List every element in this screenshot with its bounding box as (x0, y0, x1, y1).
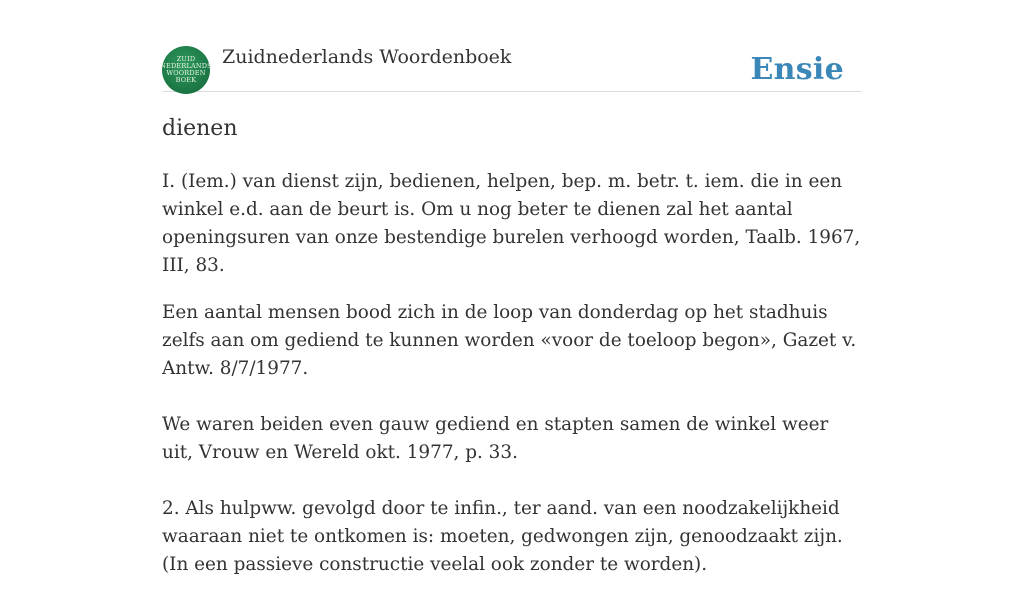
entry-headword: dienen (162, 116, 238, 141)
example-paragraph: We waren beiden even gauw gediend en stapten samen de winkel weer uit, Vrouw en Wereld okt. 1977, p. 33. (162, 414, 829, 463)
logo-text-line: WOORDEN (166, 69, 206, 77)
site-header (162, 46, 862, 92)
entry-definition (162, 168, 862, 598)
example-paragraph: Een aantal mensen bood zich in de loop van donderdag op het stadhuis zelfs aan om gediend te kunnen worden «voor de toeloop begon», Gazet v. Antw. 8/7/1977. (162, 302, 857, 379)
logo-text-line: BOEK (175, 76, 197, 84)
dictionary-logo[interactable] (162, 46, 210, 94)
definition-paragraph: 2. Als hulpww. gevolgd door te infin., ter aand. van een noodzakelijkheid waaraan niet te ontkomen is: moeten, gedwongen zijn, genoodzaakt zijn. (In een passieve constructie veelal ook zonder te worden). (162, 498, 843, 575)
ensie-brand-logo[interactable]: Ensie (750, 52, 844, 87)
definition-paragraph: I. (Iem.) van dienst zijn, bedienen, helpen, bep. m. betr. t. iem. die in een winkel e.d. aan de beurt is. Om u nog beter te dienen zal het aantal openingsuren van onze bestendige burelen verhoogd worden, Taalb. 1967, III, 83. (162, 171, 861, 276)
dictionary-title-link[interactable]: Zuidnederlands Woordenboek (222, 46, 512, 68)
logo-text-line: NEDERLANDS (160, 62, 212, 70)
logo-text-line: ZUID (176, 55, 196, 63)
